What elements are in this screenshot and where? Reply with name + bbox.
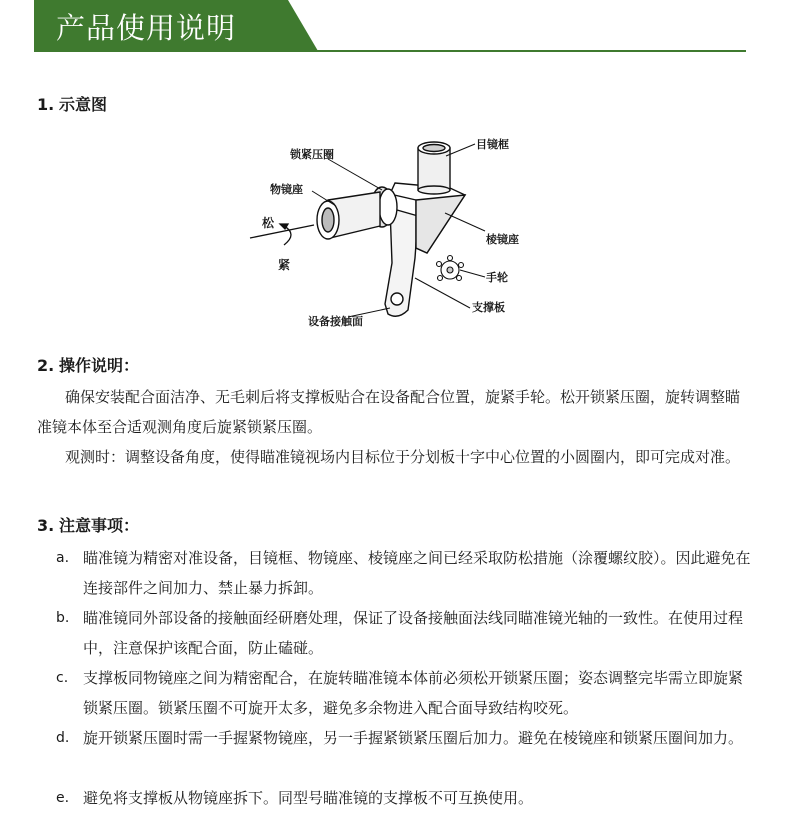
section-title: 操作说明： — [59, 356, 140, 375]
operation-text-2: 观测时：调整设备角度，使得瞄准镜视场内目标位于分划板十字中心位置的小圆圈内，即可完成对准。 — [65, 448, 741, 466]
section-number: 1. — [37, 95, 55, 114]
label-tighten: 紧 — [278, 258, 291, 272]
note-marker: b. — [56, 610, 70, 626]
note-text: 旋开锁紧压圈时需一手握紧物镜座，另一手握紧锁紧压圈后加力。避免在棱镜座和锁紧压圈间加力。 — [83, 729, 744, 747]
label-lock-ring: 锁紧压圈 — [290, 148, 334, 161]
label-loosen: 松 — [262, 216, 275, 230]
note-marker: e. — [56, 790, 70, 806]
label-objective-seat: 物镜座 — [270, 183, 303, 196]
section-number: 3. — [37, 516, 55, 535]
note-marker: a. — [56, 550, 70, 566]
note-text: 瞄准镜为精密对准设备，目镜框、物镜座、棱镜座之间已经采取防松措施（涂覆螺纹胶）。因此避免在连接部件之间加力、禁止暴力拆卸。 — [83, 549, 751, 597]
note-text: 避免将支撑板从物镜座拆下。同型号瞄准镜的支撑板不可互换使用。 — [83, 789, 534, 807]
operation-text-1: 确保安装配合面洁净、无毛刺后将支撑板贴合在设备配合位置，旋紧手轮。松开锁紧压圈，旋转调整瞄准镜本体至合适观测角度后旋紧锁紧压圈。 — [37, 388, 741, 436]
section-heading-diagram — [37, 92, 107, 115]
section-title: 注意事项： — [59, 516, 140, 535]
label-prism-seat: 棱镜座 — [486, 233, 519, 246]
label-handwheel: 手轮 — [486, 271, 508, 284]
note-text: 支撑板同物镜座之间为精密配合，在旋转瞄准镜本体前必须松开锁紧压圈；姿态调整完毕需立即旋紧锁紧压圈。锁紧压圈不可旋开太多，避免多余物进入配合面导致结构咬死。 — [83, 669, 744, 717]
section-title: 示意图 — [59, 95, 108, 114]
schematic-diagram — [240, 128, 530, 334]
note-text: 瞄准镜同外部设备的接触面经研磨处理，保证了设备接触面法线同瞄准镜光轴的一致性。在使用过程中，注意保护该配合面，防止磕碰。 — [83, 609, 744, 657]
note-marker: c. — [56, 670, 69, 686]
section-heading-operation — [37, 353, 139, 376]
page-title: 产品使用说明 — [56, 11, 237, 45]
header-banner — [34, 0, 318, 51]
note-marker: d. — [56, 730, 70, 746]
operation-paragraph-2 — [37, 442, 753, 472]
section-number: 2. — [37, 356, 55, 375]
operation-paragraph-1 — [37, 382, 753, 442]
header-divider — [34, 50, 746, 52]
label-support-plate: 支撑板 — [472, 301, 505, 314]
label-eyepiece-frame: 目镜框 — [476, 138, 509, 151]
section-heading-notes — [37, 513, 139, 536]
label-contact-surface: 设备接触面 — [308, 315, 363, 328]
